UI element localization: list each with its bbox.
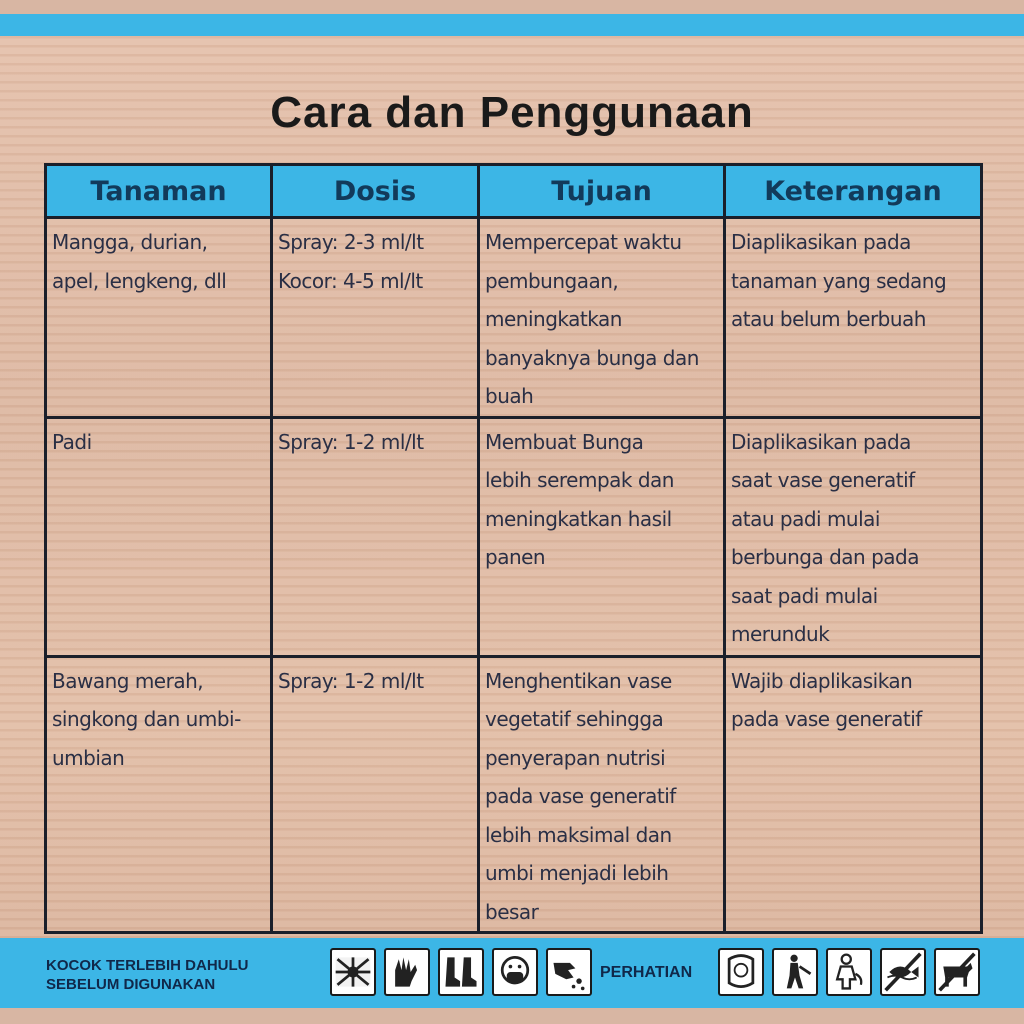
cell-line: Diaplikasikan pada: [731, 230, 911, 254]
cell-tanaman: [46, 656, 272, 933]
cell-line: pembungaan,: [485, 268, 619, 293]
cell-line: Spray: 2-3 ml/lt: [278, 230, 424, 254]
no-livestock-icon: [934, 948, 980, 996]
cell-line: atau padi mulai: [731, 506, 880, 531]
cell-line: panen: [485, 545, 546, 569]
face-shield-icon: [718, 948, 764, 996]
cell-keterangan: [725, 218, 982, 418]
cell-line: pada vase generatif: [485, 784, 676, 808]
sprayer-person-icon: [772, 948, 818, 996]
table-row: [46, 656, 982, 933]
cell-line: banyaknya bunga dan: [485, 345, 699, 370]
header-keterangan: Keterangan: [725, 165, 982, 218]
cell-line: tanaman yang sedang: [731, 268, 947, 293]
shake-note: [46, 956, 316, 994]
cell-line: lebih serempak dan: [485, 468, 674, 492]
cell-line: Spray: 1-2 ml/lt: [278, 668, 424, 693]
cell-tujuan: [479, 656, 725, 933]
cell-line: atau belum berbuah: [731, 307, 926, 331]
cell-line: pada vase generatif: [731, 707, 922, 731]
boots-icon: [438, 948, 484, 996]
hazard-pattern-icon: [330, 948, 376, 996]
cell-line: apel, lengkeng, dll: [52, 268, 227, 293]
cell-tanaman: [46, 218, 272, 418]
table-header-row: [46, 165, 982, 218]
cell-line: Kocor: 4-5 ml/lt: [278, 268, 423, 293]
mask-icon: [492, 948, 538, 996]
cell-line: umbi menjadi lebih: [485, 861, 669, 885]
cell-line: saat padi mulai: [731, 583, 878, 608]
cell-line: Diaplikasikan pada: [731, 429, 911, 454]
attention-label: PERHATIAN: [600, 964, 693, 981]
footer-bar: [0, 938, 1024, 1008]
cell-line: Menghentikan vase: [485, 668, 672, 693]
bottom-wood-strip: [0, 1008, 1024, 1024]
gloves-icon: [384, 948, 430, 996]
cell-line: umbian: [52, 745, 125, 770]
cell-line: Spray: 1-2 ml/lt: [278, 429, 424, 454]
cell-line: buah: [485, 384, 534, 408]
shake-note-line: KOCOK TERLEBIH DAHULU: [46, 957, 249, 974]
cell-line: Mangga, durian,: [52, 230, 208, 254]
page-title: Cara dan Penggunaan: [270, 88, 754, 137]
cell-line: vegetatif sehingga: [485, 707, 664, 731]
top-wood-strip: [0, 0, 1024, 14]
cell-dosis: [272, 656, 479, 933]
no-fish-icon: [880, 948, 926, 996]
cell-line: merunduk: [731, 622, 830, 646]
cell-line: besar: [485, 899, 539, 924]
cell-tujuan: [479, 417, 725, 656]
cell-line: lebih maksimal dan: [485, 822, 672, 847]
header-tujuan: Tujuan: [479, 165, 725, 218]
cell-keterangan: [725, 656, 982, 933]
cell-dosis: [272, 218, 479, 418]
cell-line: meningkatkan hasil: [485, 506, 672, 531]
usage-table: [44, 163, 983, 934]
hand-wash-icon: [546, 948, 592, 996]
cell-line: berbunga dan pada: [731, 545, 919, 569]
cell-line: Bawang merah,: [52, 668, 204, 693]
table-row: [46, 218, 982, 418]
cell-line: saat vase generatif: [731, 468, 915, 492]
shake-note-line: SEBELUM DIGUNAKAN: [46, 976, 216, 993]
cell-line: Mempercepat waktu: [485, 230, 682, 254]
cell-line: Padi: [52, 429, 92, 454]
cell-keterangan: [725, 417, 982, 656]
table-row: [46, 417, 982, 656]
cell-tujuan: [479, 218, 725, 418]
cell-line: Membuat Bunga: [485, 429, 644, 454]
header-dosis: Dosis: [272, 165, 479, 218]
header-tanaman: Tanaman: [46, 165, 272, 218]
cell-line: meningkatkan: [485, 307, 622, 331]
cell-line: penyerapan nutrisi: [485, 745, 666, 770]
cell-line: singkong dan umbi-: [52, 707, 241, 731]
cell-dosis: [272, 417, 479, 656]
protective-suit-icon: [826, 948, 872, 996]
cell-tanaman: [46, 417, 272, 656]
cell-line: Wajib diaplikasikan: [731, 668, 913, 693]
top-blue-bar: [0, 14, 1024, 36]
